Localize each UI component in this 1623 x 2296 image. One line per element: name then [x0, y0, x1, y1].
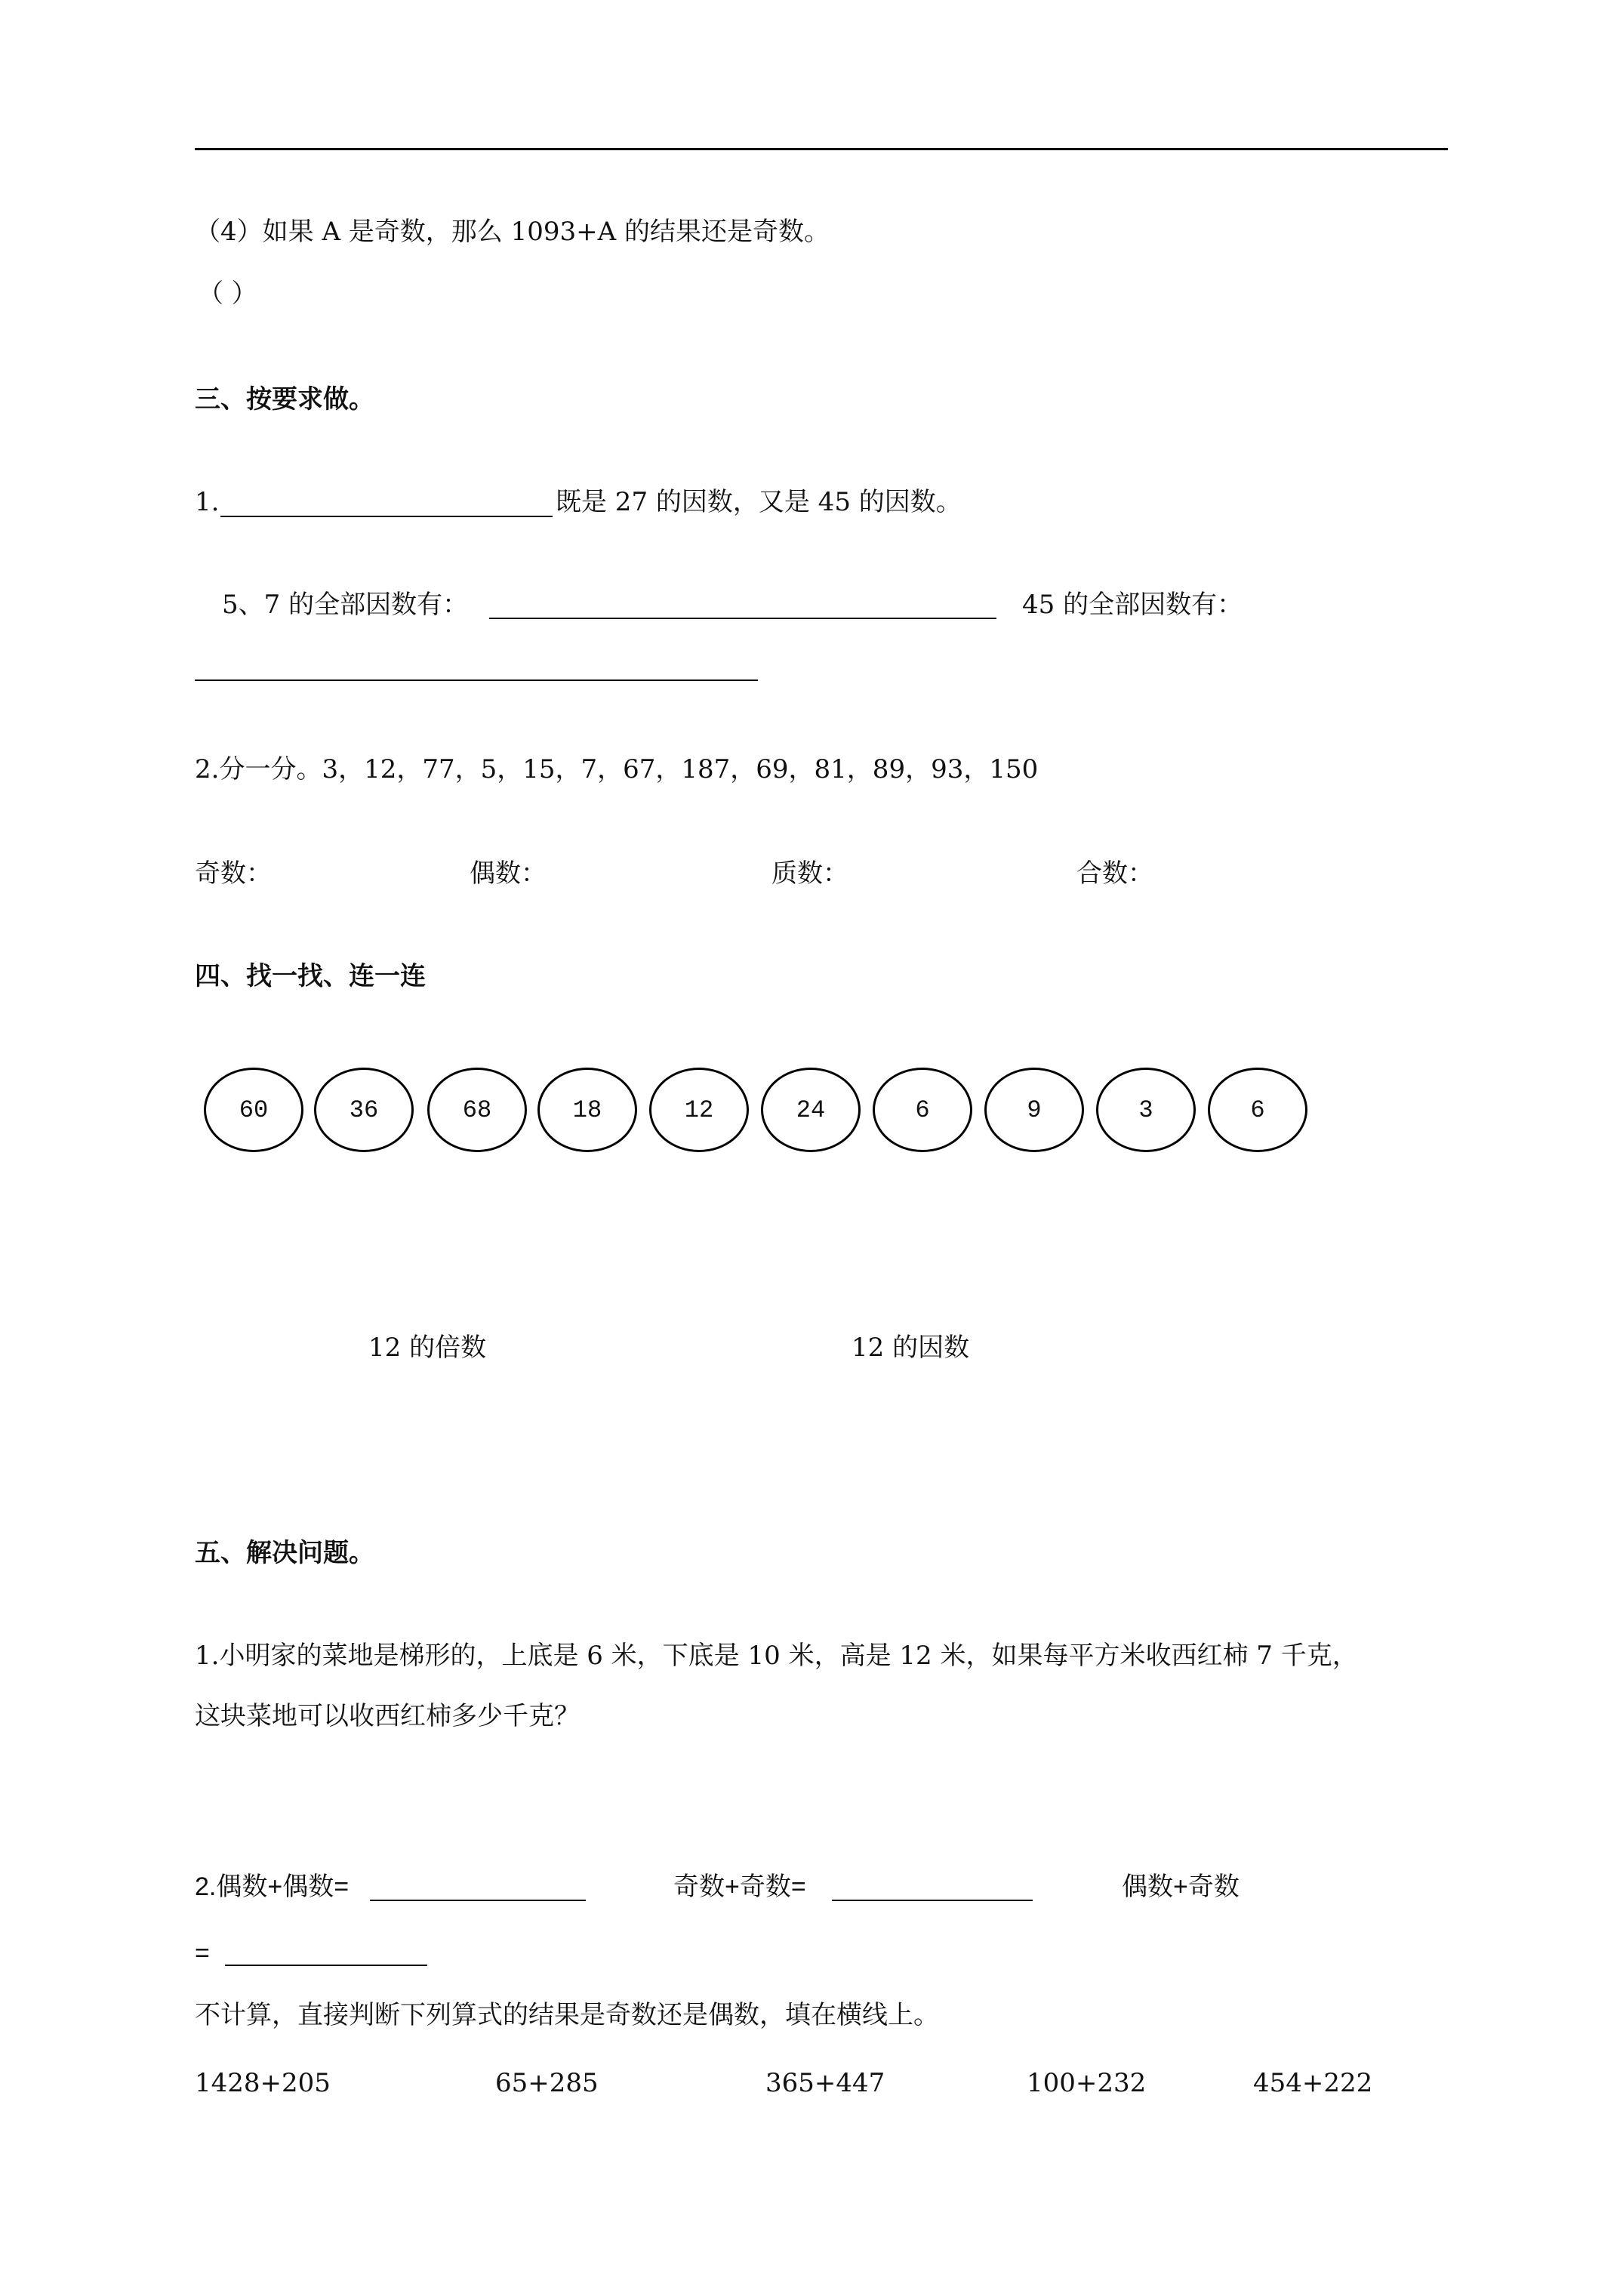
s3-item2-text: 2.分一分。3，12，77，5，15，7，67，187，69，81，89，93，150	[195, 754, 1039, 784]
number-circle-68[interactable]: 68	[427, 1068, 527, 1152]
odd-odd-blank[interactable]	[832, 1900, 1033, 1901]
problem-1-line-2: 这块菜地可以收西红柿多少千克？	[195, 1701, 580, 1731]
number-circle-3[interactable]: 3	[1096, 1068, 1196, 1152]
header-rule	[195, 148, 1448, 150]
number-circle-18[interactable]: 18	[537, 1068, 637, 1152]
category-prime: 质数：	[771, 858, 848, 889]
number-circle-36[interactable]: 36	[314, 1068, 414, 1152]
problem-1-line-1: 1.小明家的菜地是梯形的，上底是 6 米，下底是 10 米，高是 12 米，如果每平方米收西红柿 7 千克，	[195, 1641, 1358, 1671]
s3-item1-blank[interactable]	[220, 516, 553, 517]
s3-factors-45-blank[interactable]	[195, 680, 758, 681]
section-5-title: 五、解决问题。	[195, 1538, 374, 1568]
number-circle-9[interactable]: 9	[984, 1068, 1084, 1152]
even-odd-blank[interactable]	[225, 1965, 427, 1966]
expression-4: 100+232	[1027, 2068, 1147, 2098]
label-factors-of-12: 12 的因数	[852, 1333, 970, 1363]
category-composite: 合数：	[1076, 858, 1153, 889]
expression-3: 365+447	[765, 2068, 885, 2098]
s3-item1-suffix: 既是 27 的因数，又是 45 的因数。	[556, 487, 962, 517]
even-even-blank[interactable]	[370, 1900, 586, 1901]
number-circle-6b[interactable]: 6	[1208, 1068, 1307, 1152]
question-4-text: （4）如果 A 是奇数，那么 1093+A 的结果还是奇数。	[195, 217, 830, 247]
section-3-title: 三、按要求做。	[195, 384, 374, 415]
s3-factors-57-blank[interactable]	[489, 618, 996, 619]
label-multiples-of-12: 12 的倍数	[368, 1333, 487, 1363]
problem-2-even-even: 2.偶数+偶数=	[195, 1872, 350, 1901]
number-circle-60[interactable]: 60	[204, 1068, 303, 1152]
number-circle-12[interactable]: 12	[649, 1068, 749, 1152]
expression-5: 454+222	[1253, 2068, 1373, 2098]
category-odd: 奇数：	[195, 858, 272, 889]
expression-1: 1428+205	[195, 2068, 331, 2098]
s3-factors-45-label: 45 的全部因数有：	[1022, 590, 1243, 620]
instruction-text: 不计算，直接判断下列算式的结果是奇数还是偶数，填在横线上。	[195, 2000, 939, 2030]
question-4-answer-blank[interactable]: （ ）	[198, 279, 257, 309]
problem-2-odd-odd: 奇数+奇数=	[673, 1872, 806, 1901]
section-4-title: 四、找一找、连一连	[195, 961, 426, 991]
s3-factors-57-label: 5、7 的全部因数有：	[222, 590, 469, 620]
expression-2: 65+285	[495, 2068, 599, 2098]
number-circle-24[interactable]: 24	[761, 1068, 861, 1152]
s3-item1-prefix: 1.	[195, 487, 220, 517]
problem-2-even-odd: 偶数+奇数	[1122, 1872, 1240, 1901]
category-even: 偶数：	[470, 858, 547, 889]
number-circle-6a[interactable]: 6	[873, 1068, 972, 1152]
problem-2-even-odd-equals: =	[195, 1939, 210, 1968]
